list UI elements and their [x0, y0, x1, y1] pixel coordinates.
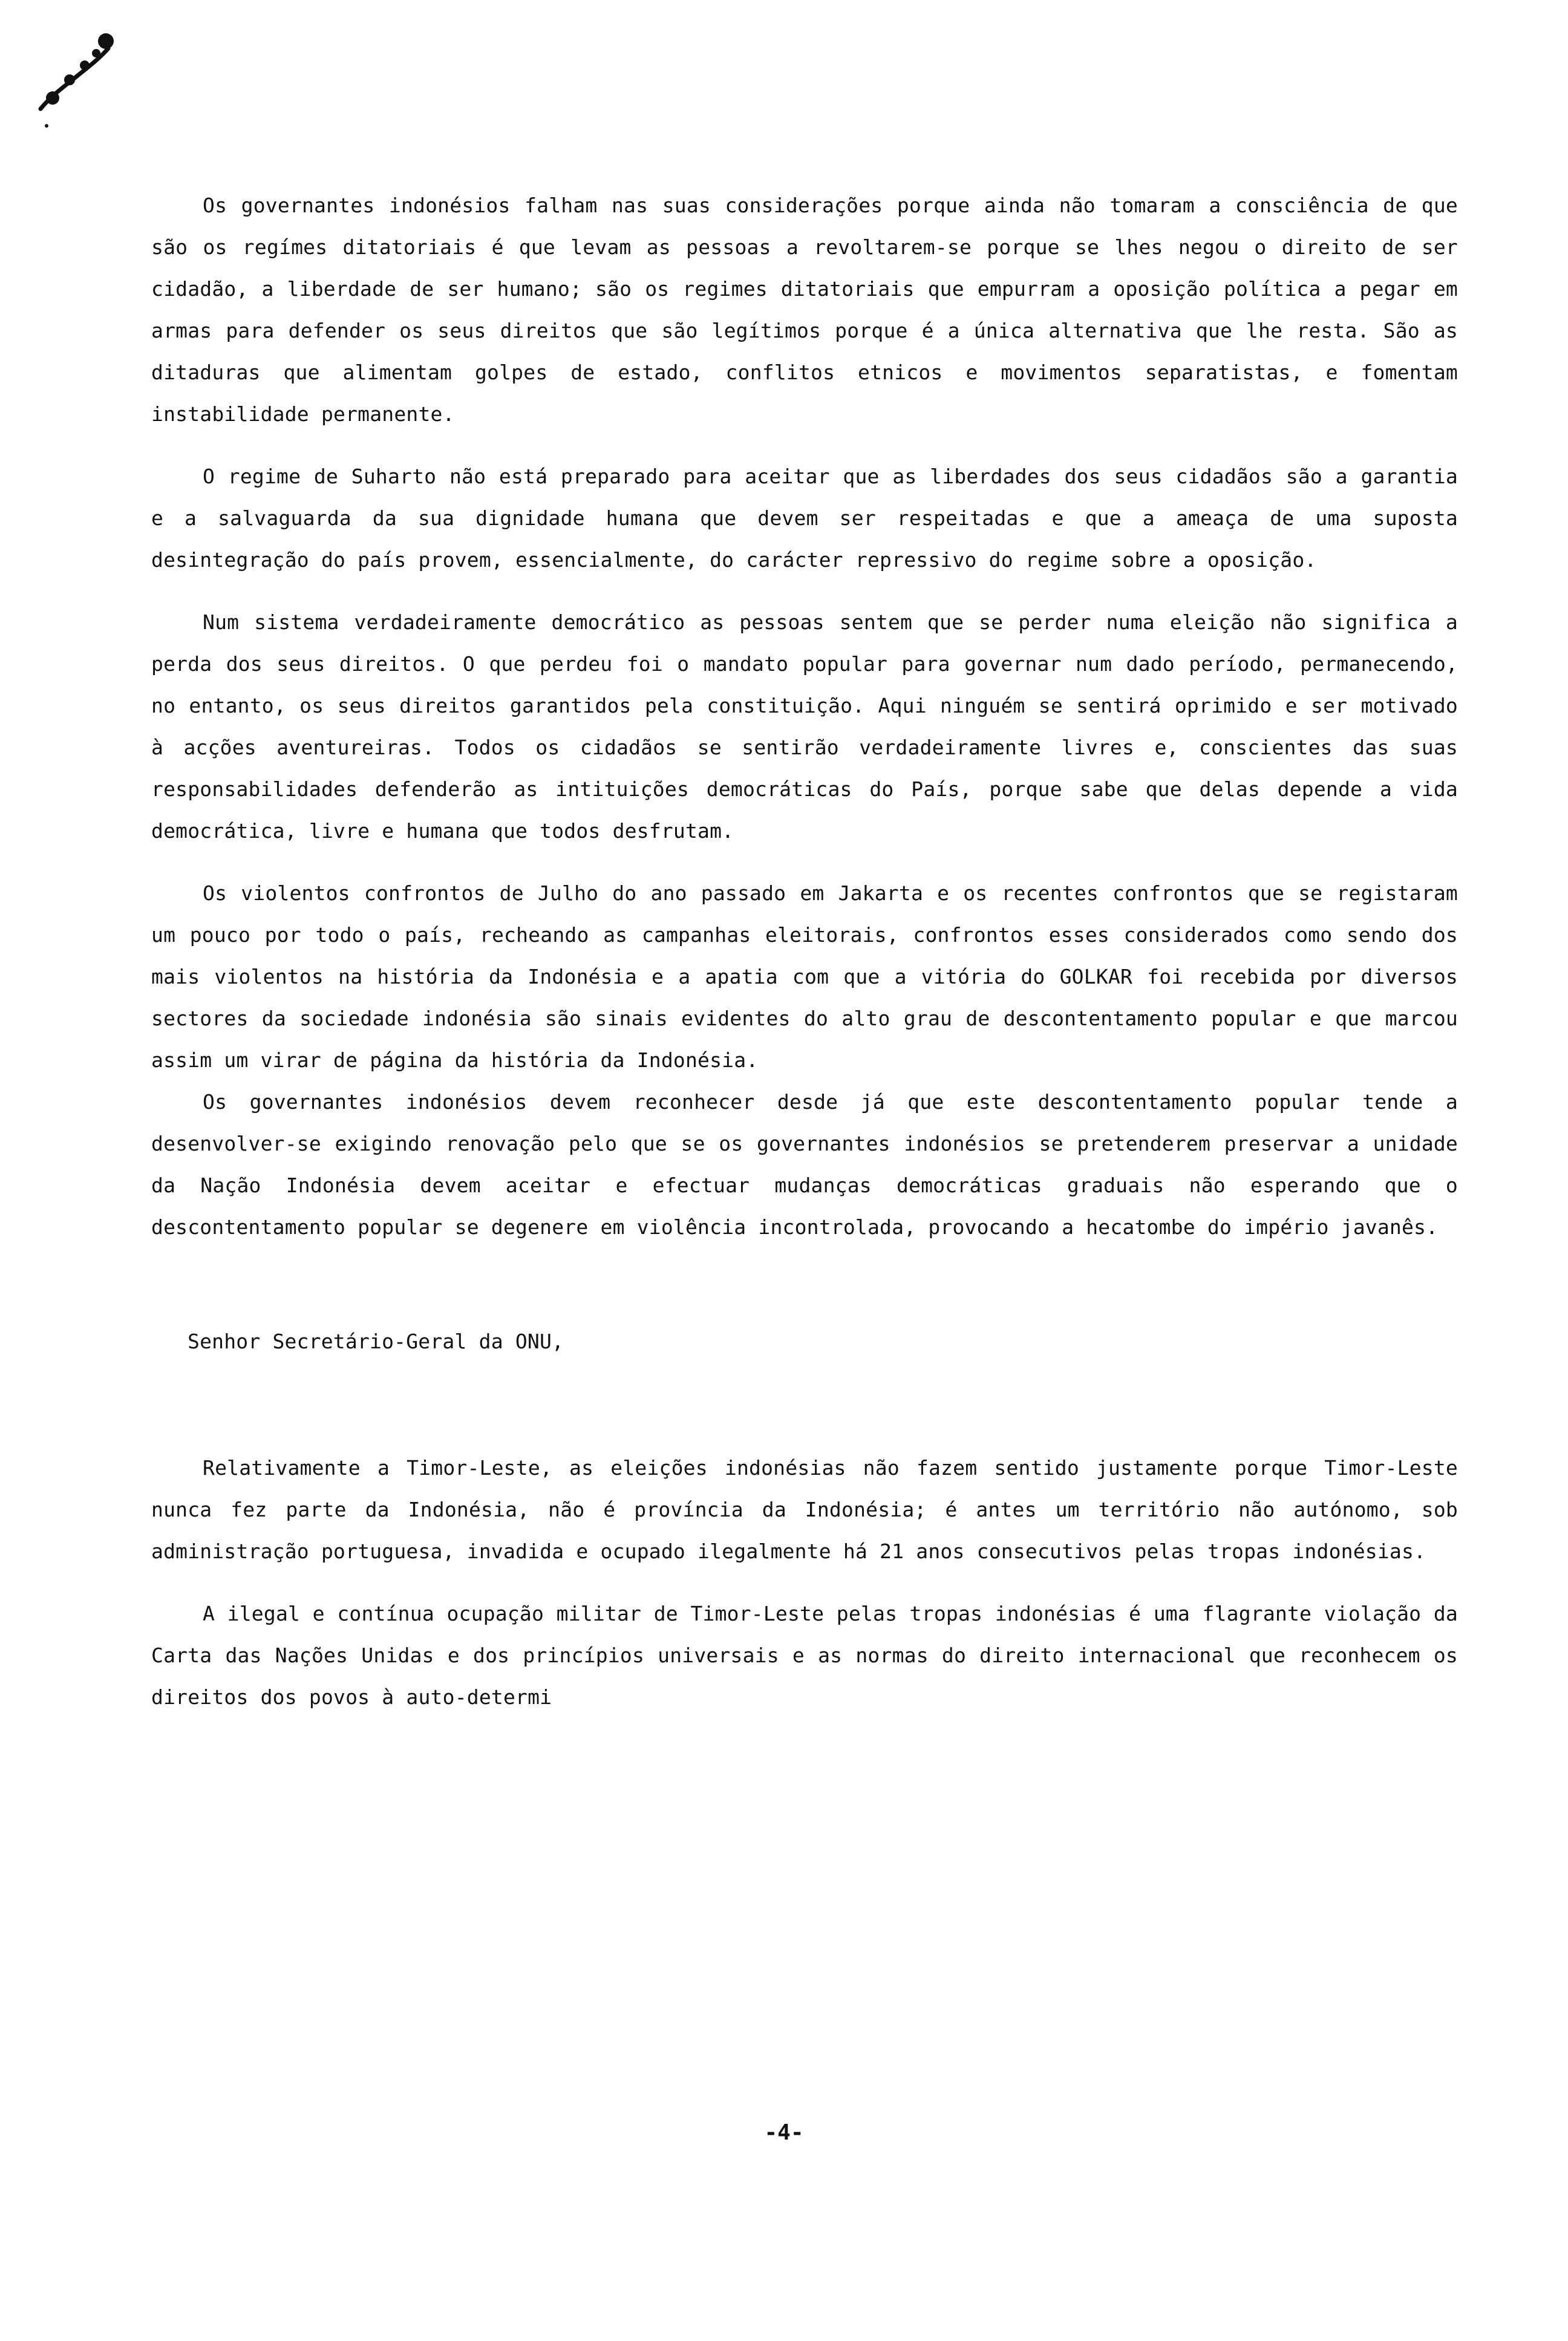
- salutation: Senhor Secretário-Geral da ONU,: [188, 1330, 564, 1353]
- paragraph-2: O regime de Suharto não está preparado para aceitar que as liberdades dos seus cidadãos são a garantia e a salvaguarda da sua dignidade humana que devem ser respeitadas e que a ameaça de uma suposta desintegração do país provem, essencialmente, do carácter repressivo do regime sobre a oposição.: [151, 465, 1458, 572]
- paragraph-1: Os governantes indonésios falham nas suas considerações porque ainda não tomaram a consciência de que são os regímes ditatoriais é que levam as pessoas a revoltarem-se porque se lhes negou o direito de ser cidadão, a liberdade de ser humano; são os regimes ditatoriais que empurram a oposição política a pegar em armas para defender os seus direitos que são legítimos porque é a única alternativa que lhe resta. São as ditaduras que alimentam golpes de estado, conflitos etnicos e movimentos separatistas, e fomentam instabilidade permanente.: [151, 194, 1458, 426]
- paragraph-4: Os violentos confrontos de Julho do ano passado em Jakarta e os recentes confrontos que se registaram um pouco por todo o país, recheando as campanhas eleitorais, confrontos esses considerados como sendo dos mais violentos na história da Indonésia e a apatia com que a vitória do GOLKAR foi recebida por diversos sectores da sociedade indonésia são sinais evidentes do alto grau de descontentamento popular e que marcou assim um virar de página da história da Indonésia.: [151, 881, 1458, 1072]
- paragraph-7: A ilegal e contínua ocupação militar de Timor-Leste pelas tropas indonésias é uma flagrante violação da Carta das Nações Unidas e dos princípios universais e as normas do direito internacional que reconhecem os direitos dos povos à auto-determi: [151, 1602, 1458, 1709]
- document-body: [151, 184, 1458, 1739]
- paragraph-5: Os governantes indonésios devem reconhecer desde já que este descontentamento popular tende a desenvolver-se exigindo renovação pelo que se os governantes indonésios se pretenderem preservar a unidade da Nação Indonésia devem aceitar e efectuar mudanças democráticas graduais não esperando que o descontentamento popular se degenere em violência incontrolada, provocando a hecatombe do império javanês.: [151, 1090, 1458, 1239]
- page-number: -4-: [764, 2120, 804, 2145]
- paragraph-6: Relativamente a Timor-Leste, as eleições indonésias não fazem sentido justamente porque Timor-Leste nunca fez parte da Indonésia, não é província da Indonésia; é antes um território não autónomo, sob administração portuguesa, invadida e ocupado ilegalmente há 21 anos consecutivos pelas tropas indonésias.: [151, 1456, 1458, 1563]
- handwritten-mark: [33, 24, 118, 133]
- paragraph-3: Num sistema verdadeiramente democrático as pessoas sentem que se perder numa eleição não significa a perda dos seus direitos. O que perdeu foi o mandato popular para governar num dado período, permanecendo, no entanto, os seus direitos garantidos pela constituição. Aqui ninguém se sentirá oprimido e ser motivado à acções aventureiras. Todos os cidadãos se sentirão verdadeiramente livres e, conscientes das suas responsabilidades defenderão as intituições democráticas do País, porque sabe que delas depende a vida democrática, livre e humana que todos desfrutam.: [151, 610, 1458, 843]
